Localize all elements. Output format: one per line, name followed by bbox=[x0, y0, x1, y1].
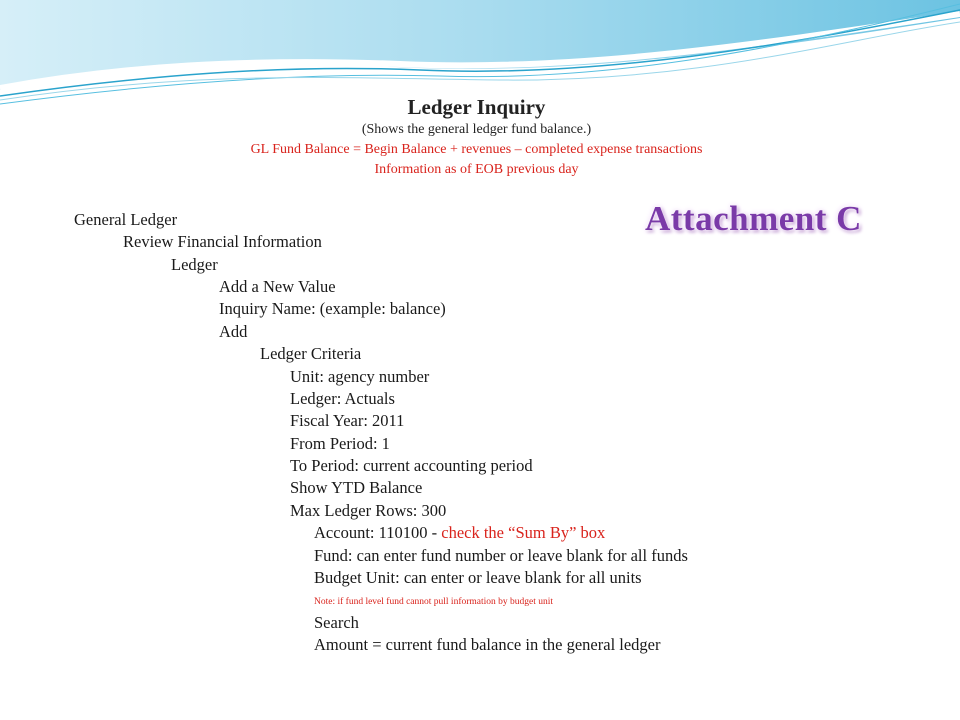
step-ledger: Ledger bbox=[171, 255, 218, 274]
page-title: Ledger Inquiry bbox=[407, 95, 546, 119]
step-inquiry-name: Inquiry Name: (example: balance) bbox=[219, 299, 446, 318]
formula-text: GL Fund Balance = Begin Balance + revenues – completed expense transactions bbox=[250, 142, 703, 157]
criteria-from-period: From Period: 1 bbox=[290, 434, 390, 453]
slide-header bbox=[0, 94, 953, 180]
criteria-to-period: To Period: current accounting period bbox=[290, 456, 533, 475]
sum-by-instruction: check the “Sum By” box bbox=[441, 523, 606, 542]
criteria-unit: Unit: agency number bbox=[290, 367, 430, 386]
account-text: Account: 110100 - bbox=[314, 523, 442, 542]
info-text: Information as of EOB previous day bbox=[374, 162, 579, 177]
criteria-budget-unit: Budget Unit: can enter or leave blank for all units bbox=[314, 568, 642, 587]
step-add: Add bbox=[219, 322, 248, 341]
step-review-financial-information: Review Financial Information bbox=[123, 232, 322, 251]
step-amount: Amount = current fund balance in the general ledger bbox=[314, 635, 661, 654]
criteria-max-rows: Max Ledger Rows: 300 bbox=[290, 501, 447, 520]
criteria-ledger: Ledger: Actuals bbox=[290, 389, 395, 408]
attachment-label: Attachment C bbox=[645, 199, 862, 238]
criteria-show-ytd: Show YTD Balance bbox=[290, 478, 423, 497]
criteria-fund: Fund: can enter fund number or leave blank for all funds bbox=[314, 546, 688, 565]
step-general-ledger: General Ledger bbox=[74, 210, 178, 229]
step-search: Search bbox=[314, 613, 359, 632]
budget-unit-note: Note: if fund level fund cannot pull information by budget unit bbox=[314, 597, 554, 607]
page-subtitle: (Shows the general ledger fund balance.) bbox=[361, 122, 592, 137]
criteria-fiscal-year: Fiscal Year: 2011 bbox=[290, 411, 405, 430]
criteria-account bbox=[314, 523, 605, 543]
step-ledger-criteria: Ledger Criteria bbox=[260, 344, 362, 363]
step-add-new-value: Add a New Value bbox=[219, 277, 336, 296]
